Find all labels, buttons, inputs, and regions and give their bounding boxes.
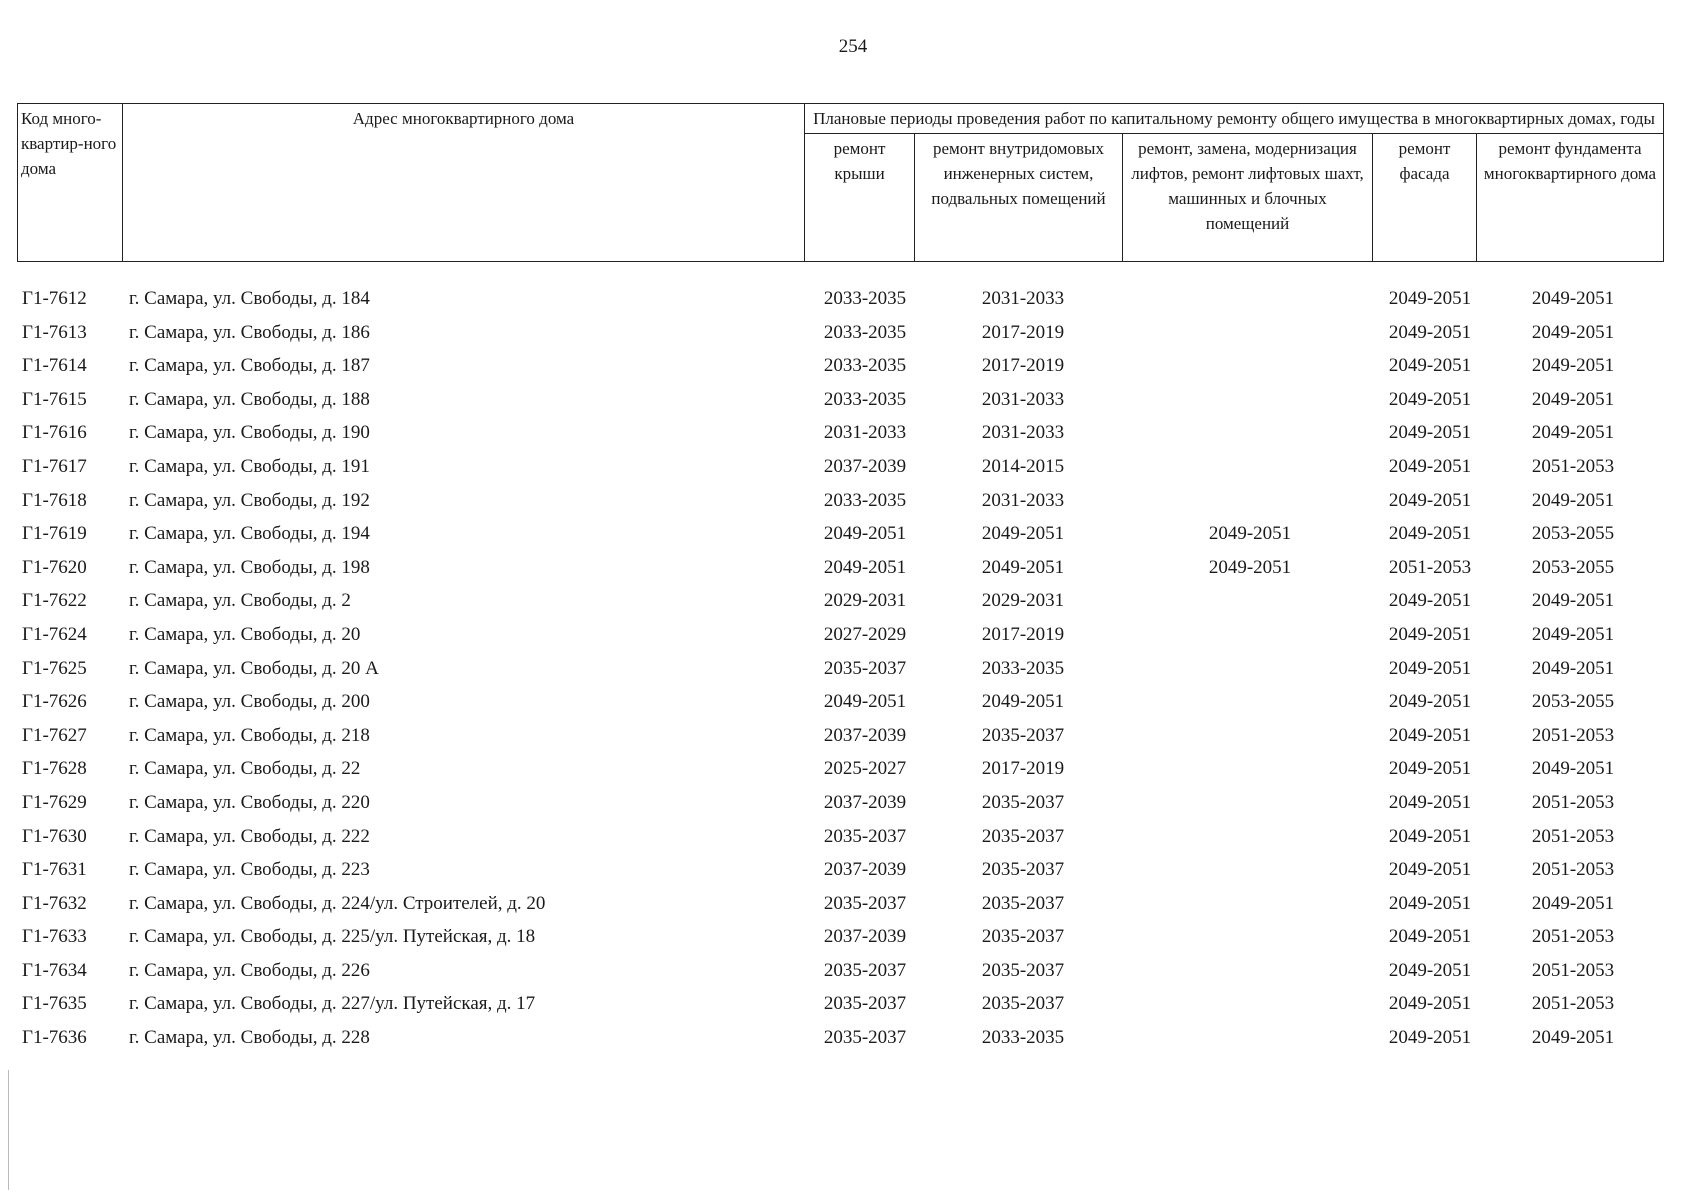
cell-engineering: 2031-2033 xyxy=(981,422,1065,444)
cell-facade: 2049-2051 xyxy=(1388,993,1472,1015)
cell-foundation: 2051-2053 xyxy=(1531,993,1615,1015)
cell-roof: 2035-2037 xyxy=(823,657,907,679)
cell-engineering: 2031-2033 xyxy=(981,489,1065,511)
cell-code: Г1-7634 xyxy=(22,959,87,981)
table-row xyxy=(0,456,1706,490)
cell-foundation: 2051-2053 xyxy=(1531,791,1615,813)
cell-address: г. Самара, ул. Свободы, д. 192 xyxy=(129,489,370,511)
table-row xyxy=(0,557,1706,591)
cell-engineering: 2017-2019 xyxy=(981,623,1065,645)
cell-code: Г1-7612 xyxy=(22,288,87,309)
cell-address: г. Самара, ул. Свободы, д. 220 xyxy=(129,791,370,813)
cell-roof: 2035-2037 xyxy=(823,959,907,981)
cell-engineering: 2014-2015 xyxy=(981,455,1065,477)
cell-address: г. Самара, ул. Свободы, д. 2 xyxy=(129,590,351,612)
cell-roof: 2027-2029 xyxy=(823,623,907,645)
cell-roof: 2033-2035 xyxy=(823,489,907,511)
cell-code: Г1-7633 xyxy=(22,926,87,948)
cell-code: Г1-7617 xyxy=(22,455,87,477)
cell-facade: 2049-2051 xyxy=(1388,590,1472,612)
table-row xyxy=(0,691,1706,725)
cell-foundation: 2051-2053 xyxy=(1531,859,1615,881)
cell-roof: 2033-2035 xyxy=(823,321,907,343)
cell-code: Г1-7620 xyxy=(22,556,87,578)
cell-foundation: 2049-2051 xyxy=(1531,355,1615,377)
cell-facade: 2049-2051 xyxy=(1388,523,1472,545)
cell-address: г. Самара, ул. Свободы, д. 184 xyxy=(129,288,370,309)
cell-facade: 2051-2053 xyxy=(1388,556,1472,578)
header-plan-title: Плановые периоды проведения работ по капитальному ремонту общего имущества в многоквартирных домах, годы xyxy=(805,104,1664,134)
cell-code: Г1-7635 xyxy=(22,993,87,1015)
cell-engineering: 2029-2031 xyxy=(981,590,1065,612)
cell-address: г. Самара, ул. Свободы, д. 20 xyxy=(129,623,361,645)
table-row xyxy=(0,993,1706,1027)
table-row xyxy=(0,826,1706,860)
cell-code: Г1-7625 xyxy=(22,657,87,679)
cell-facade: 2049-2051 xyxy=(1388,825,1472,847)
cell-code: Г1-7622 xyxy=(22,590,87,612)
cell-roof: 2035-2037 xyxy=(823,993,907,1015)
cell-address: г. Самара, ул. Свободы, д. 22 xyxy=(129,758,361,780)
cell-code: Г1-7619 xyxy=(22,523,87,545)
header-lift: ремонт, замена, модернизация лифтов, ремонт лифтовых шахт, машинных и блочных помещений xyxy=(1123,134,1373,262)
cell-facade: 2049-2051 xyxy=(1388,321,1472,343)
cell-roof: 2037-2039 xyxy=(823,724,907,746)
cell-code: Г1-7613 xyxy=(22,321,87,343)
cell-roof: 2033-2035 xyxy=(823,388,907,410)
cell-facade: 2049-2051 xyxy=(1388,791,1472,813)
cell-engineering: 2031-2033 xyxy=(981,288,1065,309)
cell-foundation: 2049-2051 xyxy=(1531,892,1615,914)
cell-roof: 2033-2035 xyxy=(823,288,907,309)
cell-engineering: 2017-2019 xyxy=(981,355,1065,377)
cell-lift: 2049-2051 xyxy=(1208,556,1292,578)
cell-roof: 2049-2051 xyxy=(823,556,907,578)
cell-address: г. Самара, ул. Свободы, д. 222 xyxy=(129,825,370,847)
cell-roof: 2031-2033 xyxy=(823,422,907,444)
cell-roof: 2033-2035 xyxy=(823,355,907,377)
table-row xyxy=(0,859,1706,893)
cell-code: Г1-7626 xyxy=(22,691,87,713)
cell-roof: 2049-2051 xyxy=(823,523,907,545)
cell-address: г. Самара, ул. Свободы, д. 228 xyxy=(129,1027,370,1049)
cell-code: Г1-7616 xyxy=(22,422,87,444)
cell-address: г. Самара, ул. Свободы, д. 194 xyxy=(129,523,370,545)
cell-foundation: 2049-2051 xyxy=(1531,623,1615,645)
cell-roof: 2049-2051 xyxy=(823,691,907,713)
cell-code: Г1-7629 xyxy=(22,791,87,813)
cell-address: г. Самара, ул. Свободы, д. 198 xyxy=(129,556,370,578)
cell-engineering: 2035-2037 xyxy=(981,926,1065,948)
table-row xyxy=(0,422,1706,456)
cell-roof: 2035-2037 xyxy=(823,1027,907,1049)
cell-code: Г1-7614 xyxy=(22,355,87,377)
table-row xyxy=(0,658,1706,692)
cell-facade: 2049-2051 xyxy=(1388,724,1472,746)
table-row xyxy=(0,792,1706,826)
cell-foundation: 2049-2051 xyxy=(1531,321,1615,343)
cell-foundation: 2049-2051 xyxy=(1531,422,1615,444)
cell-roof: 2035-2037 xyxy=(823,892,907,914)
cell-foundation: 2051-2053 xyxy=(1531,825,1615,847)
cell-code: Г1-7636 xyxy=(22,1027,87,1049)
cell-facade: 2049-2051 xyxy=(1388,758,1472,780)
cell-foundation: 2049-2051 xyxy=(1531,388,1615,410)
cell-address: г. Самара, ул. Свободы, д. 218 xyxy=(129,724,370,746)
header-foundation: ремонт фундамента многоквартирного дома xyxy=(1477,134,1664,262)
cell-address: г. Самара, ул. Свободы, д. 187 xyxy=(129,355,370,377)
cell-facade: 2049-2051 xyxy=(1388,623,1472,645)
table-row xyxy=(0,288,1706,322)
cell-facade: 2049-2051 xyxy=(1388,455,1472,477)
cell-facade: 2049-2051 xyxy=(1388,657,1472,679)
cell-address: г. Самара, ул. Свободы, д. 191 xyxy=(129,455,370,477)
table-row xyxy=(0,624,1706,658)
table-row xyxy=(0,1027,1706,1061)
cell-roof: 2029-2031 xyxy=(823,590,907,612)
cell-code: Г1-7632 xyxy=(22,892,87,914)
table-row xyxy=(0,590,1706,624)
header-address: Адрес многоквартирного дома xyxy=(123,104,805,262)
cell-foundation: 2049-2051 xyxy=(1531,657,1615,679)
table-row xyxy=(0,389,1706,423)
table-row xyxy=(0,926,1706,960)
cell-foundation: 2051-2053 xyxy=(1531,724,1615,746)
cell-engineering: 2049-2051 xyxy=(981,523,1065,545)
cell-engineering: 2035-2037 xyxy=(981,892,1065,914)
cell-address: г. Самара, ул. Свободы, д. 200 xyxy=(129,691,370,713)
header-facade: ремонт фасада xyxy=(1373,134,1477,262)
table-header xyxy=(17,103,1664,262)
cell-foundation: 2051-2053 xyxy=(1531,926,1615,948)
table-row xyxy=(0,758,1706,792)
page-number: 254 xyxy=(838,36,868,57)
cell-foundation: 2049-2051 xyxy=(1531,590,1615,612)
cell-engineering: 2035-2037 xyxy=(981,724,1065,746)
cell-address: г. Самара, ул. Свободы, д. 20 А xyxy=(129,657,379,679)
cell-address: г. Самара, ул. Свободы, д. 188 xyxy=(129,388,370,410)
cell-engineering: 2049-2051 xyxy=(981,691,1065,713)
cell-address: г. Самара, ул. Свободы, д. 224/ул. Строителей, д. 20 xyxy=(129,892,546,914)
header-roof: ремонт крыши xyxy=(805,134,915,262)
table-row xyxy=(0,355,1706,389)
cell-engineering: 2049-2051 xyxy=(981,556,1065,578)
cell-facade: 2049-2051 xyxy=(1388,926,1472,948)
table-row xyxy=(0,725,1706,759)
cell-engineering: 2035-2037 xyxy=(981,791,1065,813)
cell-facade: 2049-2051 xyxy=(1388,1027,1472,1049)
cell-roof: 2037-2039 xyxy=(823,926,907,948)
cell-engineering: 2017-2019 xyxy=(981,758,1065,780)
cell-address: г. Самара, ул. Свободы, д. 225/ул. Путейская, д. 18 xyxy=(129,926,536,948)
cell-foundation: 2053-2055 xyxy=(1531,691,1615,713)
cell-address: г. Самара, ул. Свободы, д. 227/ул. Путейская, д. 17 xyxy=(129,993,536,1015)
cell-engineering: 2035-2037 xyxy=(981,993,1065,1015)
cell-engineering: 2033-2035 xyxy=(981,657,1065,679)
cell-foundation: 2049-2051 xyxy=(1531,489,1615,511)
table-row xyxy=(0,490,1706,524)
cell-code: Г1-7631 xyxy=(22,859,87,881)
cell-address: г. Самара, ул. Свободы, д. 186 xyxy=(129,321,370,343)
cell-foundation: 2053-2055 xyxy=(1531,523,1615,545)
cell-lift: 2049-2051 xyxy=(1208,523,1292,545)
cell-foundation: 2049-2051 xyxy=(1531,758,1615,780)
cell-foundation: 2053-2055 xyxy=(1531,556,1615,578)
cell-facade: 2049-2051 xyxy=(1388,489,1472,511)
cell-foundation: 2051-2053 xyxy=(1531,959,1615,981)
table-row xyxy=(0,523,1706,557)
cell-code: Г1-7618 xyxy=(22,489,87,511)
cell-facade: 2049-2051 xyxy=(1388,355,1472,377)
header-engineering: ремонт внутридомовых инженерных систем, подвальных помещений xyxy=(915,134,1123,262)
cell-roof: 2035-2037 xyxy=(823,825,907,847)
cell-engineering: 2035-2037 xyxy=(981,959,1065,981)
cell-engineering: 2031-2033 xyxy=(981,388,1065,410)
cell-address: г. Самара, ул. Свободы, д. 226 xyxy=(129,959,370,981)
cell-facade: 2049-2051 xyxy=(1388,691,1472,713)
cell-code: Г1-7615 xyxy=(22,388,87,410)
cell-address: г. Самара, ул. Свободы, д. 223 xyxy=(129,859,370,881)
cell-facade: 2049-2051 xyxy=(1388,859,1472,881)
table-body xyxy=(0,288,1706,1061)
cell-facade: 2049-2051 xyxy=(1388,892,1472,914)
cell-engineering: 2017-2019 xyxy=(981,321,1065,343)
cell-code: Г1-7627 xyxy=(22,724,87,746)
cell-foundation: 2049-2051 xyxy=(1531,1027,1615,1049)
cell-code: Г1-7630 xyxy=(22,825,87,847)
cell-code: Г1-7628 xyxy=(22,758,87,780)
cell-roof: 2037-2039 xyxy=(823,859,907,881)
scan-margin-line xyxy=(8,1070,9,1190)
cell-engineering: 2035-2037 xyxy=(981,825,1065,847)
cell-facade: 2049-2051 xyxy=(1388,959,1472,981)
cell-roof: 2037-2039 xyxy=(823,455,907,477)
cell-address: г. Самара, ул. Свободы, д. 190 xyxy=(129,422,370,444)
cell-facade: 2049-2051 xyxy=(1388,422,1472,444)
table-row xyxy=(0,893,1706,927)
cell-facade: 2049-2051 xyxy=(1388,288,1472,309)
table-row xyxy=(0,960,1706,994)
cell-roof: 2025-2027 xyxy=(823,758,907,780)
table-row xyxy=(0,322,1706,356)
header-code: Код много-квартир-ного дома xyxy=(18,104,123,262)
cell-code: Г1-7624 xyxy=(22,623,87,645)
cell-engineering: 2033-2035 xyxy=(981,1027,1065,1049)
cell-facade: 2049-2051 xyxy=(1388,388,1472,410)
cell-roof: 2037-2039 xyxy=(823,791,907,813)
cell-foundation: 2049-2051 xyxy=(1531,288,1615,309)
cell-engineering: 2035-2037 xyxy=(981,859,1065,881)
cell-foundation: 2051-2053 xyxy=(1531,455,1615,477)
